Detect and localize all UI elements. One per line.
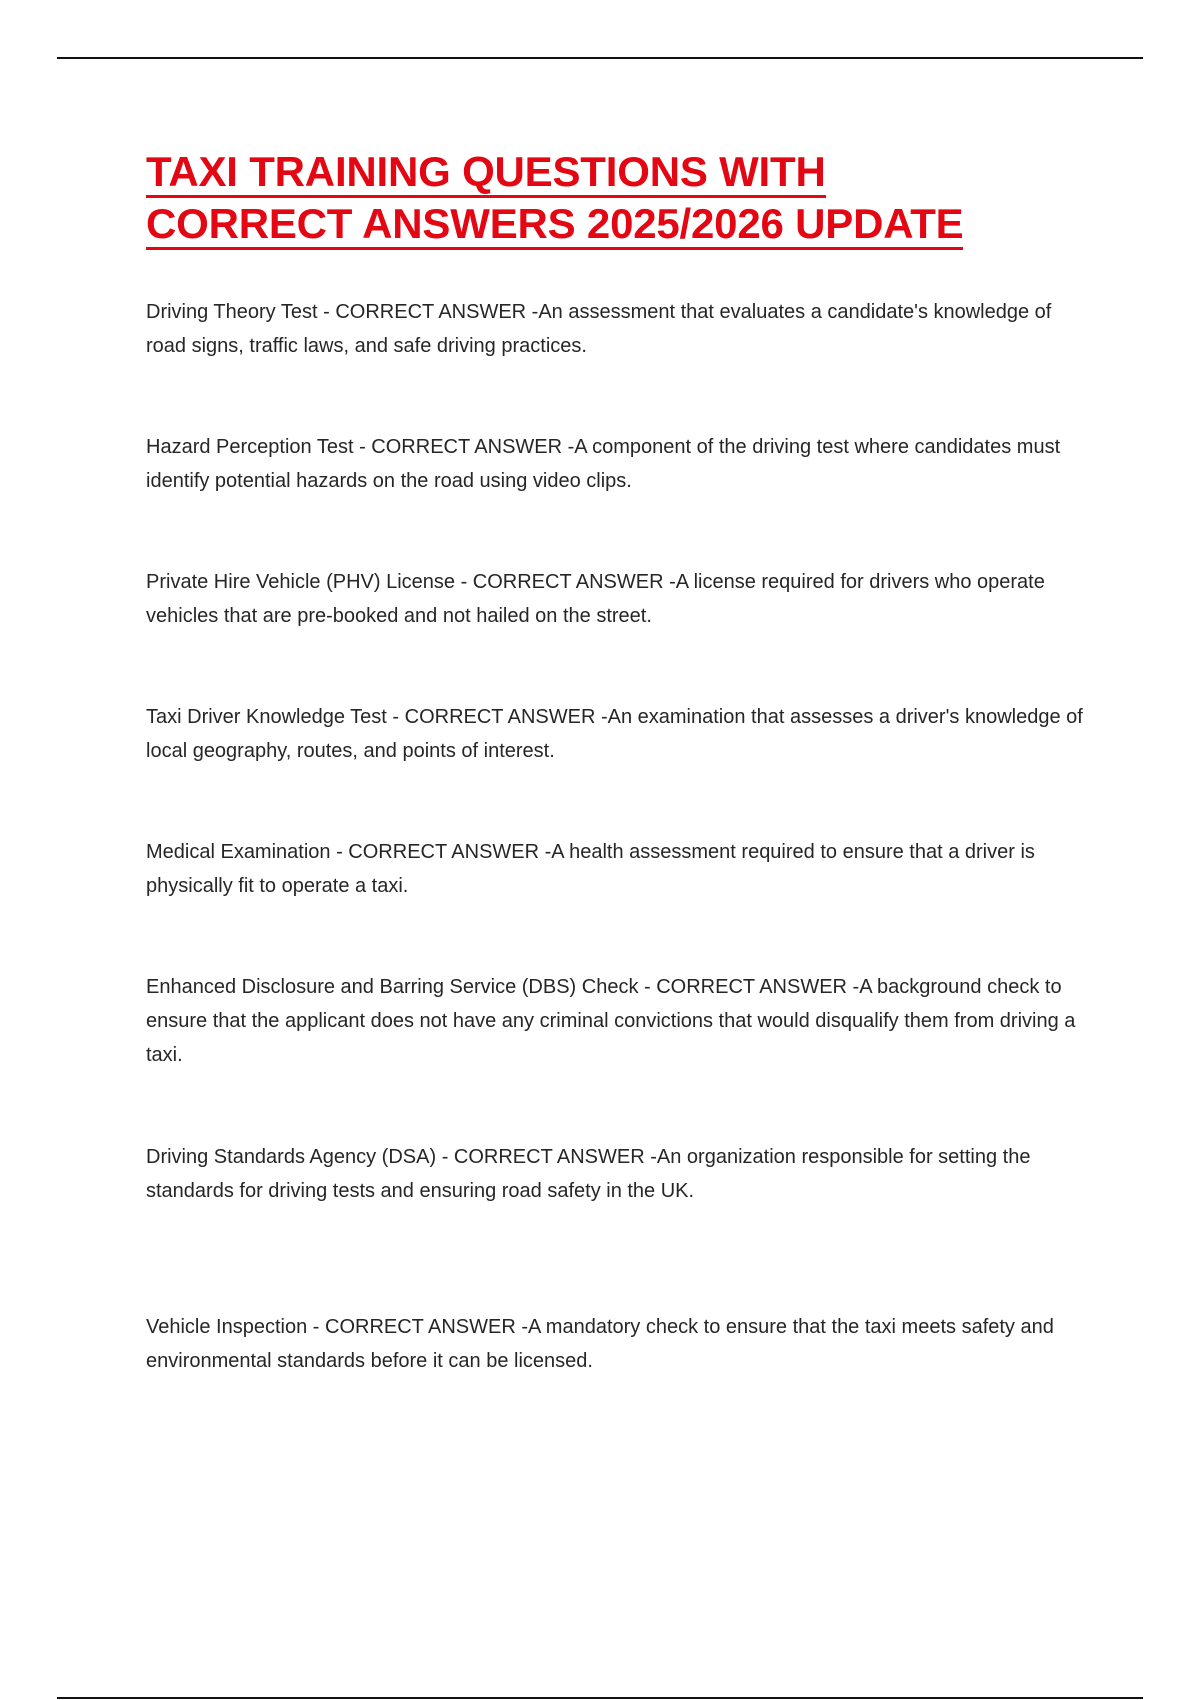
qa-definition: A license required for drivers who operate vehicles that are pre-booked and not hailed on the street. [146, 571, 1045, 627]
qa-definition: An assessment that evaluates a candidate's knowledge of road signs, traffic laws, and safe driving practices. [146, 301, 1052, 357]
qa-item-dbs-check [146, 970, 1086, 1072]
qa-term: Private Hire Vehicle (PHV) License [146, 571, 456, 593]
qa-item-medical-examination [146, 835, 1086, 903]
qa-term: Enhanced Disclosure and Barring Service (DBS) Check [146, 976, 639, 998]
qa-answer-label: - CORRECT ANSWER - [307, 1316, 528, 1338]
page-title [146, 146, 1066, 250]
qa-term: Medical Examination [146, 841, 331, 863]
title-line-2: CORRECT ANSWERS 2025/2026 UPDATE [146, 201, 963, 250]
qa-definition: A background check to ensure that the applicant does not have any criminal convictions that would disqualify them from driving a taxi. [146, 976, 1076, 1066]
qa-term: Taxi Driver Knowledge Test [146, 706, 387, 728]
qa-term: Driving Theory Test [146, 301, 318, 323]
qa-definition: A health assessment required to ensure that a driver is physically fit to operate a taxi. [146, 841, 1035, 897]
qa-item-driving-theory-test [146, 295, 1086, 363]
qa-answer-label: - CORRECT ANSWER - [436, 1146, 657, 1168]
qa-answer-label: - CORRECT ANSWER - [638, 976, 860, 998]
qa-definition: A mandatory check to ensure that the taxi meets safety and environmental standards before it can be licensed. [146, 1316, 1054, 1372]
qa-item-hazard-perception-test [146, 430, 1086, 498]
top-divider [57, 57, 1143, 59]
qa-answer-label: - CORRECT ANSWER - [455, 571, 676, 593]
qa-item-taxi-driver-knowledge-test [146, 700, 1086, 768]
qa-answer-label: - CORRECT ANSWER - [330, 841, 552, 863]
qa-term: Hazard Perception Test [146, 436, 354, 458]
qa-item-vehicle-inspection [146, 1310, 1086, 1378]
qa-item-phv-license [146, 565, 1086, 633]
title-line-1: TAXI TRAINING QUESTIONS WITH [146, 149, 826, 198]
qa-term: Vehicle Inspection [146, 1316, 308, 1338]
qa-item-driving-standards-agency [146, 1140, 1086, 1208]
qa-definition: An organization responsible for setting the standards for driving tests and ensuring road safety in the UK. [146, 1146, 1031, 1202]
qa-answer-label: - CORRECT ANSWER - [353, 436, 575, 458]
bottom-divider [57, 1697, 1143, 1699]
qa-term: Driving Standards Agency (DSA) [146, 1146, 437, 1168]
qa-definition: An examination that assesses a driver's knowledge of local geography, routes, and points of interest. [146, 706, 1083, 762]
qa-answer-label: - CORRECT ANSWER - [386, 706, 608, 728]
qa-definition: A component of the driving test where candidates must identify potential hazards on the road using video clips. [146, 436, 1061, 492]
qa-answer-label: - CORRECT ANSWER - [317, 301, 539, 323]
